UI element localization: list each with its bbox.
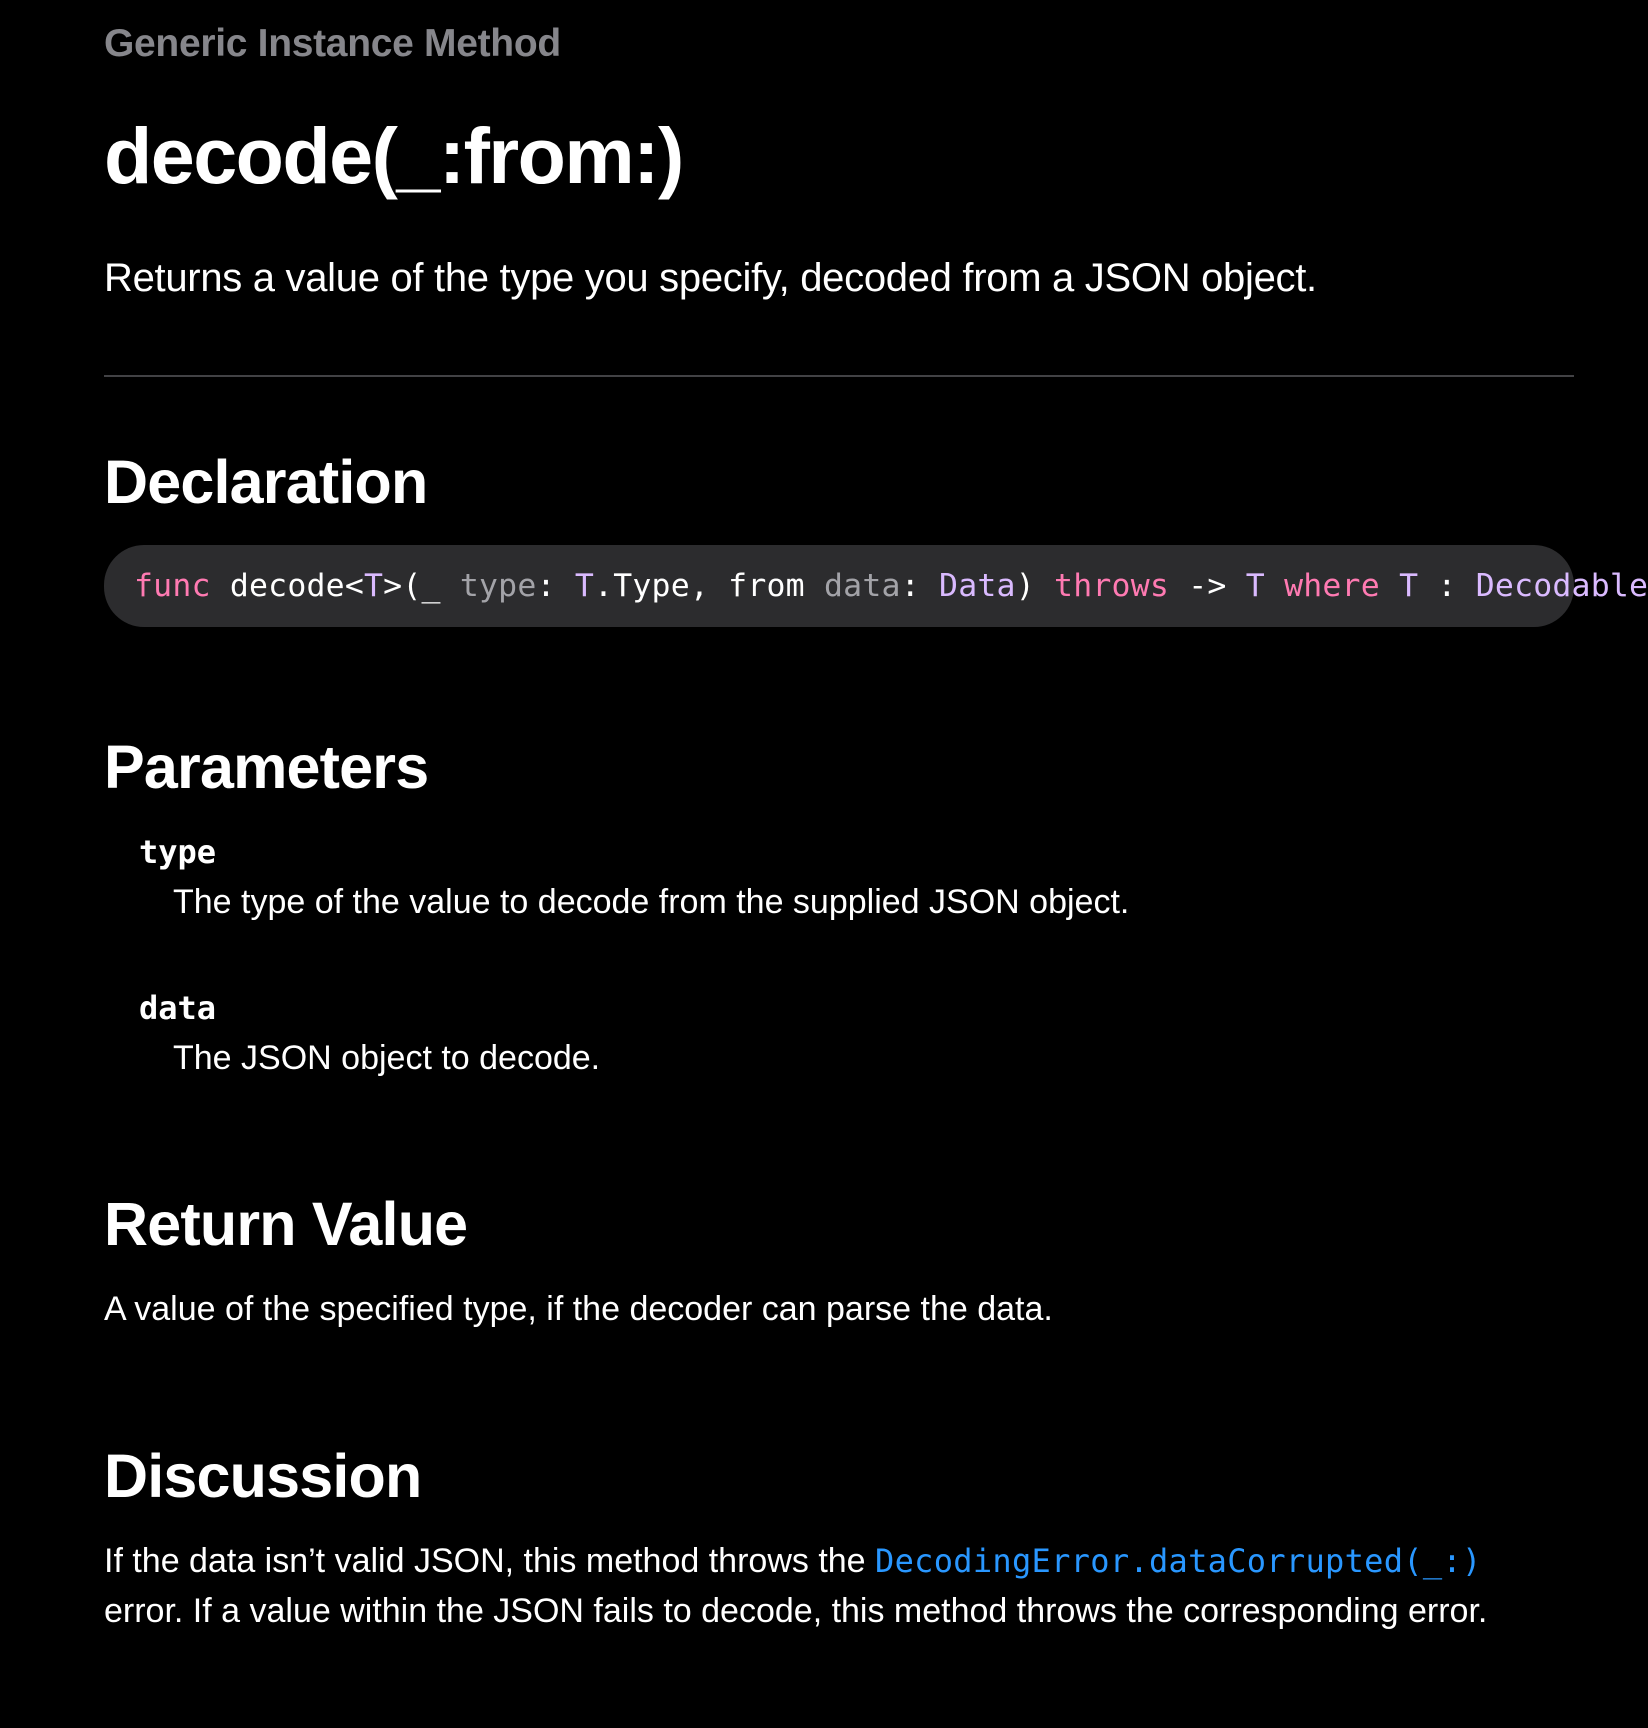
discussion-text: If the data isn’t valid JSON, this method throws the xyxy=(104,1542,876,1580)
code-generic-param: T xyxy=(364,568,384,604)
code-type-t: T xyxy=(1399,568,1419,604)
code-keyword-throws: throws xyxy=(1054,568,1170,604)
code-space xyxy=(1265,568,1284,604)
return-value-text: A value of the specified type, if the decoder can parse the data. xyxy=(104,1290,1053,1328)
declaration-heading: Declaration xyxy=(104,448,428,516)
parameters-heading: Parameters xyxy=(104,733,429,801)
code-type-t: T xyxy=(1245,568,1265,604)
discussion-heading: Discussion xyxy=(104,1442,422,1510)
code-punctuation: >(_ xyxy=(383,568,460,604)
code-type-data: Data xyxy=(939,568,1016,604)
parameter-name: type xyxy=(139,833,217,871)
decoding-error-link[interactable]: DecodingError.dataCorrupted(_:) xyxy=(875,1542,1482,1580)
page-title: decode(_:from:) xyxy=(104,111,683,200)
code-punctuation: : xyxy=(900,568,940,604)
parameter-name: data xyxy=(139,989,217,1027)
code-punctuation: ) xyxy=(1015,568,1055,604)
declaration-code-block xyxy=(104,545,1648,627)
code-punctuation: : xyxy=(1418,568,1476,604)
code-function-name: decode< xyxy=(210,568,364,604)
code-param-type: type xyxy=(459,568,537,604)
code-arrow: -> xyxy=(1169,568,1246,604)
divider xyxy=(104,375,1574,377)
abstract-text: Returns a value of the type you specify, decoded from a JSON object. xyxy=(104,256,1317,300)
code-space xyxy=(1380,568,1399,604)
code-keyword-func: func xyxy=(134,568,211,604)
code-type-suffix: .Type, from xyxy=(594,568,825,604)
code-type-decodable: Decodable xyxy=(1475,568,1648,604)
code-keyword-where: where xyxy=(1284,568,1380,604)
discussion-paragraph-line-2: error. If a value within the JSON fails to decode, this method throws the corresponding error. xyxy=(104,1592,1488,1630)
discussion-paragraph-line-1 xyxy=(104,1536,1482,1586)
parameter-description: The JSON object to decode. xyxy=(173,1039,601,1077)
return-value-heading: Return Value xyxy=(104,1190,468,1258)
parameter-description: The type of the value to decode from the supplied JSON object. xyxy=(173,883,1130,921)
code-type-t: T xyxy=(574,568,595,604)
code-param-data: data xyxy=(824,568,901,604)
symbol-kind-label: Generic Instance Method xyxy=(104,22,561,65)
code-punctuation: : xyxy=(536,568,575,604)
